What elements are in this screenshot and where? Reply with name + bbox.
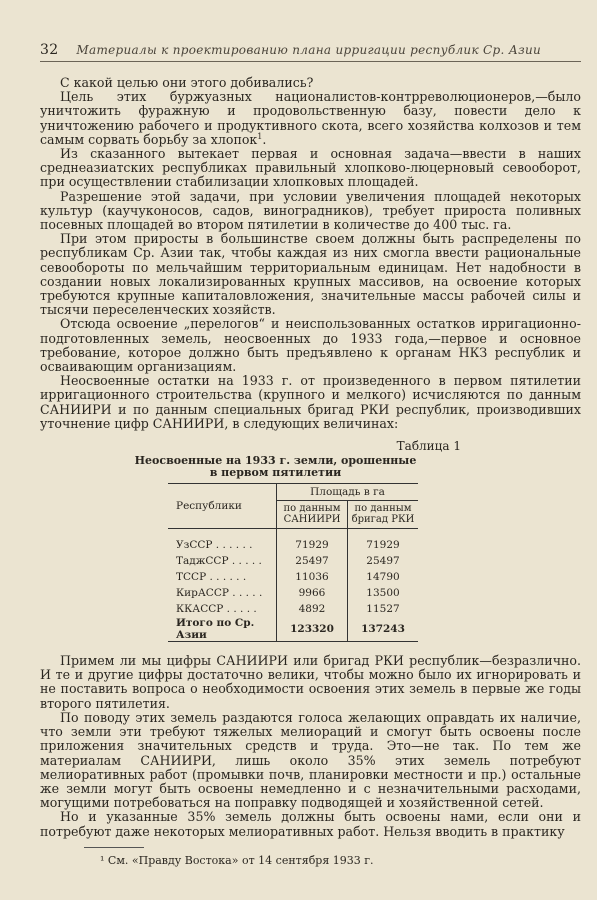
- column-header-republics: Республики: [168, 484, 277, 529]
- saniiri-value: 25497: [277, 553, 348, 569]
- republic-name: ТаджССР . . . . .: [168, 553, 277, 569]
- body-text-top: [40, 76, 581, 431]
- footnote: ¹ См. «Правду Востока» от 14 сентября 1933 г.: [100, 853, 374, 867]
- column-header-area: Площадь в га: [277, 484, 419, 501]
- page-header: [40, 42, 581, 62]
- saniiri-value: 9966: [277, 585, 348, 601]
- table-title-line: в первом пятилетии: [209, 466, 342, 480]
- land-table: [168, 483, 418, 642]
- republic-name: УзССР . . . . . .: [168, 537, 277, 553]
- republic-name: ККАССР . . . . .: [168, 601, 277, 617]
- rki-value: 11527: [366, 603, 400, 616]
- paragraph: Неосвоенные остатки на 1933 г. от произведенного в первом пятилетии ирригационного строительства (крупного и мелкого) исчисляются по данным САНИИРИ и по данным специальных бригад РКИ республик, производивших уточнение цифр САНИИРИ, в следующих величинах:: [40, 373, 581, 431]
- saniiri-value: 11036: [277, 569, 348, 585]
- column-header-rki: по данным бригад РКИ: [348, 501, 419, 529]
- paragraph: С какой целью они этого добивались?: [60, 75, 314, 90]
- table-row: [168, 569, 418, 585]
- rki-value: 13500: [366, 587, 400, 600]
- rki-value: 71929: [366, 539, 400, 552]
- total-rki: 137243: [348, 617, 419, 642]
- paragraph: Примем ли мы цифры САНИИРИ или бригад РКИ республик—безразлично. И те и другие цифры достаточно велики, чтобы можно было их игнорировать и не поставить вопроса о необходимости освоения этих земель в первые же годы второго пятилетия.: [40, 653, 581, 711]
- republic-name: ТССР . . . . . .: [168, 569, 277, 585]
- total-label: Итого по Ср. Азии: [168, 617, 277, 642]
- table-row: [168, 585, 418, 601]
- saniiri-value: 71929: [277, 537, 348, 553]
- table-title-line: Неосвоенные на 1933 г. земли, орошенные: [134, 454, 417, 468]
- footnote-divider: [84, 847, 144, 848]
- republic-name: КирАССР . . . . .: [168, 585, 277, 601]
- paragraph: Но и указанные 35% земель должны быть освоены нами, если они и потребуют даже некоторых мелиоративных работ. Нельзя вводить в практику: [40, 809, 581, 839]
- table-row: [168, 601, 418, 617]
- paragraph: При этом приросты в большинстве своем должны быть распределены по республикам Ср. Азии так, чтобы каждая из них смогла ввести рациональные севообороты по мельчайшим территориальным единицам. Нет надобности в создании новых локализированных крупных массивов, на освоение которых требуются крупные капиталовложения, значительные массы рабочей силы и тысячи переселенческих хозяйств.: [40, 231, 581, 318]
- table-row: [168, 553, 418, 569]
- column-header-saniiri: по данным САНИИРИ: [277, 501, 348, 529]
- paragraph: Отсюда освоение „перелогов“ и неиспользованных остатков ирригационно-подготовленных земель, неосвоенных до 1933 года,—первое и основное требование, которое должно быть предъявлено к органам НКЗ республик и осваивающим организациям.: [40, 316, 581, 375]
- rki-value: 14790: [366, 571, 400, 584]
- saniiri-value: 4892: [277, 601, 348, 617]
- table-total-row: [168, 617, 418, 642]
- running-title: Материалы к проектированию плана ирригации республик Ср. Азии: [76, 43, 542, 57]
- body-text-bottom: [40, 654, 581, 839]
- table-row: [168, 537, 418, 553]
- paragraph-text: Цель этих буржуазных националистов-контрреволюционеров,—было уничтожить фуражную и продовольственную базу, повести дело к уничтожению рабочего и продуктивного скота, всего хозяйства колхозов и тем самым сорвать борьбу за хлопок: [40, 89, 581, 147]
- paragraph: Разрешение этой задачи, при условии увеличения площадей некоторых культур (каучуконосов, садов, виноградников), требует прироста поливных посевных площадей во втором пятилетии в количестве до 400 тыс. га.: [40, 188, 581, 233]
- page-number: 32: [40, 42, 59, 58]
- footnote-marker: 1: [257, 131, 263, 141]
- rki-value: 25497: [366, 555, 400, 568]
- paragraph: По поводу этих земель раздаются голоса желающих оправдать их наличие, что земли эти требуют тяжелых мелиораций и смогут быть освоены после приложения значительных средств и труда. Это—не так. По тем же материалам САНИИРИ, лишь около 35% этих земель потребуют мелиоративных работ (промывки почв, планировки местности и пр.) остальные же земли могут быть освоены немедленно и с незначительными расходами, могущими потребоваться на поправку подводящей и хозяйственной сетей.: [40, 709, 581, 811]
- table-title: [0, 455, 581, 479]
- table-caption: Таблица 1: [396, 439, 461, 454]
- paragraph: Цель этих буржуазных националистов-контрреволюционеров,—было уничтожить фуражную и продовольственную базу, повести дело к уничтожению рабочего и продуктивного скота, всего хозяйства колхозов и тем самым сорвать борьбу за хлопок$^1$.: [40, 89, 581, 147]
- paragraph: Из сказанного вытекает первая и основная задача—ввести в наших среднеазиатских республиках правильный хлопково-люцерновый севооборот, при осуществлении стабилизации хлопковых площадей.: [40, 146, 581, 190]
- total-saniiri: 123320: [277, 617, 348, 642]
